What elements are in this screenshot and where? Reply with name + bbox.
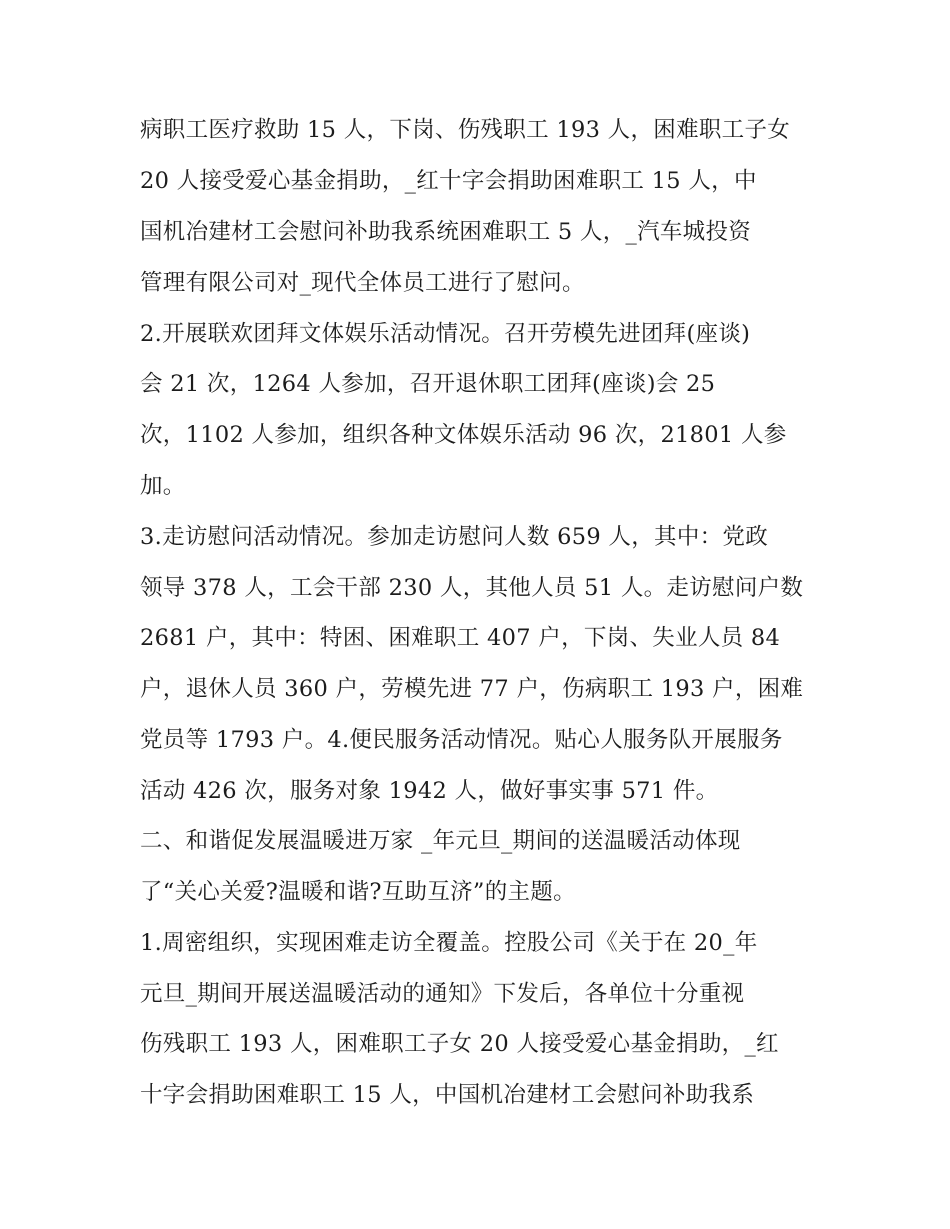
body-text-line: 管理有限公司对_现代全体员工进行了慰问。	[140, 270, 585, 296]
body-text-line: 加。	[140, 473, 186, 499]
body-text-line: 二、和谐促发展温暖进万家 _年元旦_期间的送温暖活动体现	[140, 828, 741, 854]
body-text-line: 元旦_期间开展送温暖活动的通知》下发后，各单位十分重视	[140, 981, 745, 1007]
body-text-line: 20 人接受爱心基金捐助，_红十字会捐助困难职工 15 人，中	[140, 168, 757, 194]
body-text-line: 党员等 1793 户。4.便民服务活动情况。贴心人服务队开展服务	[140, 727, 783, 753]
body-text-line: 病职工医疗救助 15 人，下岗、伤残职工 193 人，困难职工子女	[140, 117, 791, 143]
body-text-line: 伤残职工 193 人，困难职工子女 20 人接受爱心基金捐助，_红	[140, 1031, 779, 1057]
body-text-line: 会 21 次，1264 人参加，召开退休职工团拜(座谈)会 25	[140, 371, 716, 397]
body-text-line: 2.开展联欢团拜文体娱乐活动情况。召开劳模先进团拜(座谈)	[140, 321, 751, 347]
body-text-line: 次，1102 人参加，组织各种文体娱乐活动 96 次，21801 人参	[140, 422, 787, 448]
body-text-line: 1.周密组织，实现困难走访全覆盖。控股公司《关于在 20_年	[140, 930, 758, 956]
body-text-line: 十字会捐助困难职工 15 人，中国机冶建材工会慰问补助我系	[140, 1082, 755, 1108]
body-text-line: 3.走访慰问活动情况。参加走访慰问人数 659 人，其中：党政	[140, 524, 769, 550]
body-text-line: 了“关心关爱?温暖和谐?互助互济”的主题。	[140, 879, 576, 905]
body-text-line: 2681 户，其中：特困、困难职工 407 户，下岗、失业人员 84	[140, 625, 781, 651]
body-text-line: 领导 378 人，工会干部 230 人，其他人员 51 人。走访慰问户数	[140, 575, 804, 601]
body-text-line: 户，退休人员 360 户，劳模先进 77 户，伤病职工 193 户，困难	[140, 676, 804, 702]
body-text-line: 国机冶建材工会慰问补助我系统困难职工 5 人，_汽车城投资	[140, 219, 752, 245]
body-text-line: 活动 426 次，服务对象 1942 人，做好事实事 571 件。	[140, 778, 719, 804]
